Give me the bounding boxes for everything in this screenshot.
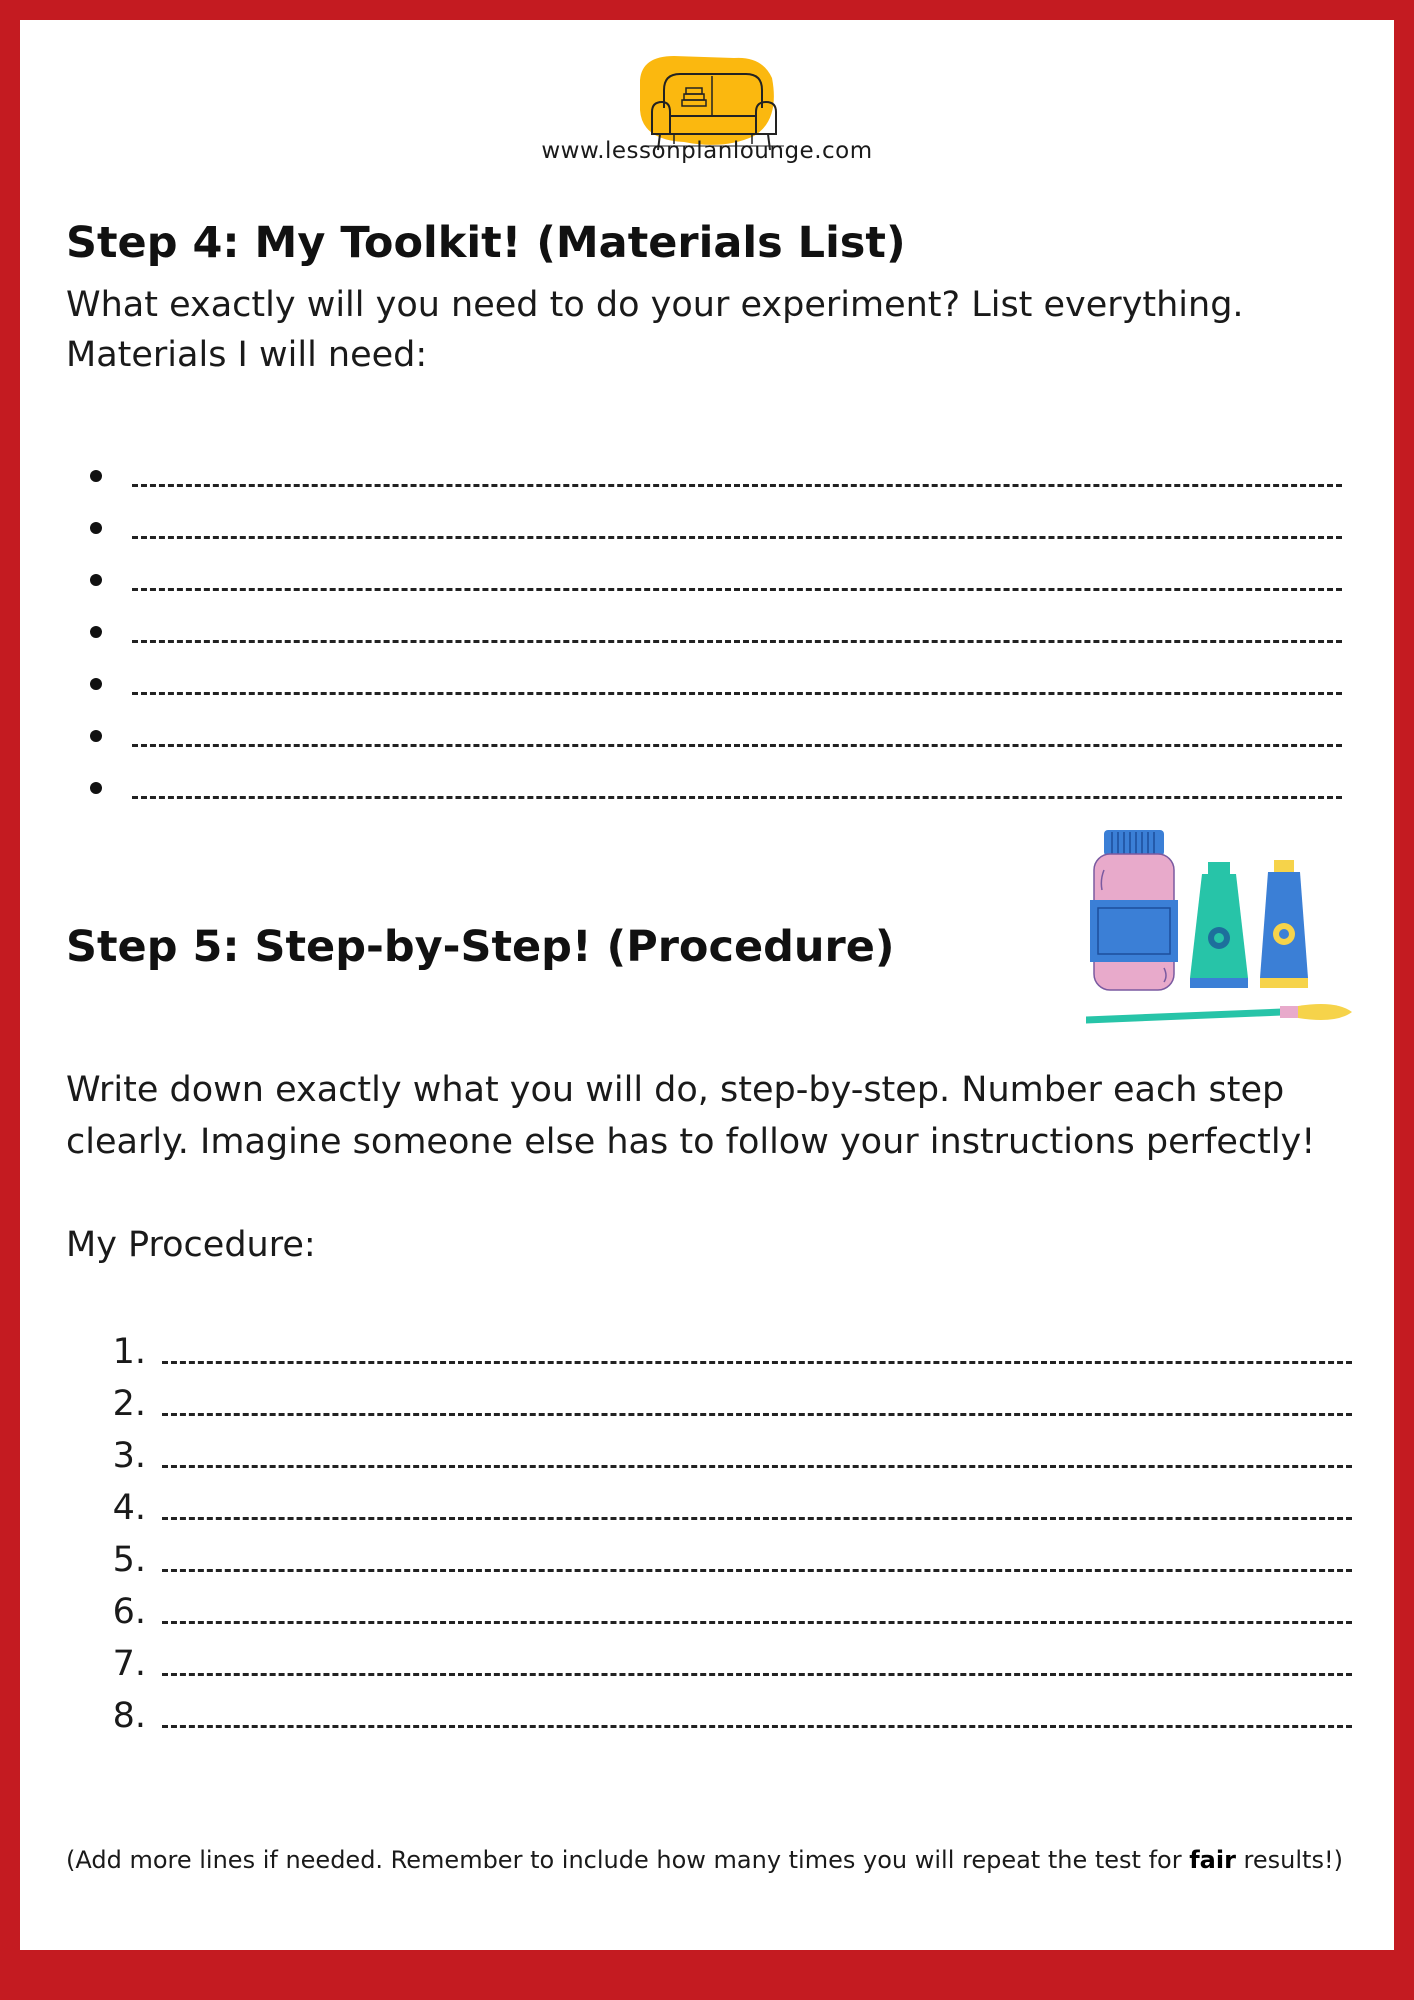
materials-label: Materials I will need: bbox=[66, 335, 428, 375]
blank-line[interactable] bbox=[162, 1413, 1352, 1416]
step-number: 3. bbox=[112, 1436, 146, 1476]
procedure-step[interactable] bbox=[86, 1534, 1376, 1586]
step5-prompt-line1: Write down exactly what you will do, step-by-step. Number each step bbox=[66, 1070, 1285, 1110]
materials-line[interactable] bbox=[86, 450, 1376, 502]
bullet-icon bbox=[90, 678, 102, 690]
procedure-label: My Procedure: bbox=[66, 1225, 316, 1265]
procedure-step[interactable] bbox=[86, 1586, 1376, 1638]
footnote bbox=[66, 1846, 1343, 1874]
blank-line[interactable] bbox=[162, 1673, 1352, 1676]
materials-line[interactable] bbox=[86, 502, 1376, 554]
bullet-icon bbox=[90, 470, 102, 482]
materials-line[interactable] bbox=[86, 710, 1376, 762]
procedure-step[interactable] bbox=[86, 1378, 1376, 1430]
procedure-step[interactable] bbox=[86, 1638, 1376, 1690]
blank-line[interactable] bbox=[162, 1569, 1352, 1572]
materials-list bbox=[86, 450, 1376, 814]
blank-line[interactable] bbox=[162, 1517, 1352, 1520]
step4-prompt: What exactly will you need to do your experiment? List everything. bbox=[66, 285, 1244, 325]
bullet-icon bbox=[90, 782, 102, 794]
procedure-step[interactable] bbox=[86, 1482, 1376, 1534]
blank-line[interactable] bbox=[132, 588, 1342, 591]
blank-line[interactable] bbox=[132, 692, 1342, 695]
blank-line[interactable] bbox=[132, 640, 1342, 643]
materials-line[interactable] bbox=[86, 606, 1376, 658]
footnote-text-end: results!) bbox=[1235, 1846, 1343, 1874]
step-number: 7. bbox=[112, 1644, 146, 1684]
bullet-icon bbox=[90, 730, 102, 742]
blank-line[interactable] bbox=[162, 1465, 1352, 1468]
blank-line[interactable] bbox=[132, 744, 1342, 747]
materials-line[interactable] bbox=[86, 658, 1376, 710]
step-number: 1. bbox=[112, 1332, 146, 1372]
blank-line[interactable] bbox=[132, 796, 1342, 799]
step-number: 5. bbox=[112, 1540, 146, 1580]
procedure-list bbox=[86, 1326, 1376, 1742]
worksheet-page bbox=[20, 20, 1394, 1950]
bullet-icon bbox=[90, 626, 102, 638]
materials-line[interactable] bbox=[86, 554, 1376, 606]
blank-line[interactable] bbox=[162, 1621, 1352, 1624]
bullet-icon bbox=[90, 522, 102, 534]
procedure-step[interactable] bbox=[86, 1326, 1376, 1378]
step-number: 6. bbox=[112, 1592, 146, 1632]
blank-line[interactable] bbox=[162, 1361, 1352, 1364]
blank-line[interactable] bbox=[132, 484, 1342, 487]
website-url: www.lessonplanlounge.com bbox=[541, 138, 873, 164]
step-number: 8. bbox=[112, 1696, 146, 1736]
step4-heading: Step 4: My Toolkit! (Materials List) bbox=[66, 218, 906, 268]
step-number: 2. bbox=[112, 1384, 146, 1424]
paint-supplies-illustration bbox=[1086, 820, 1356, 1040]
step-number: 4. bbox=[112, 1488, 146, 1528]
step5-prompt-line2: clearly. Imagine someone else has to follow your instructions perfectly! bbox=[66, 1122, 1316, 1162]
materials-line[interactable] bbox=[86, 762, 1376, 814]
procedure-step[interactable] bbox=[86, 1430, 1376, 1482]
blank-line[interactable] bbox=[162, 1725, 1352, 1728]
footnote-text-start: (Add more lines if needed. Remember to include how many times you will repeat the test for bbox=[66, 1846, 1190, 1874]
bullet-icon bbox=[90, 574, 102, 586]
step5-heading: Step 5: Step-by-Step! (Procedure) bbox=[66, 922, 895, 972]
footnote-bold-word: fair bbox=[1189, 1846, 1236, 1874]
blank-line[interactable] bbox=[132, 536, 1342, 539]
procedure-step[interactable] bbox=[86, 1690, 1376, 1742]
